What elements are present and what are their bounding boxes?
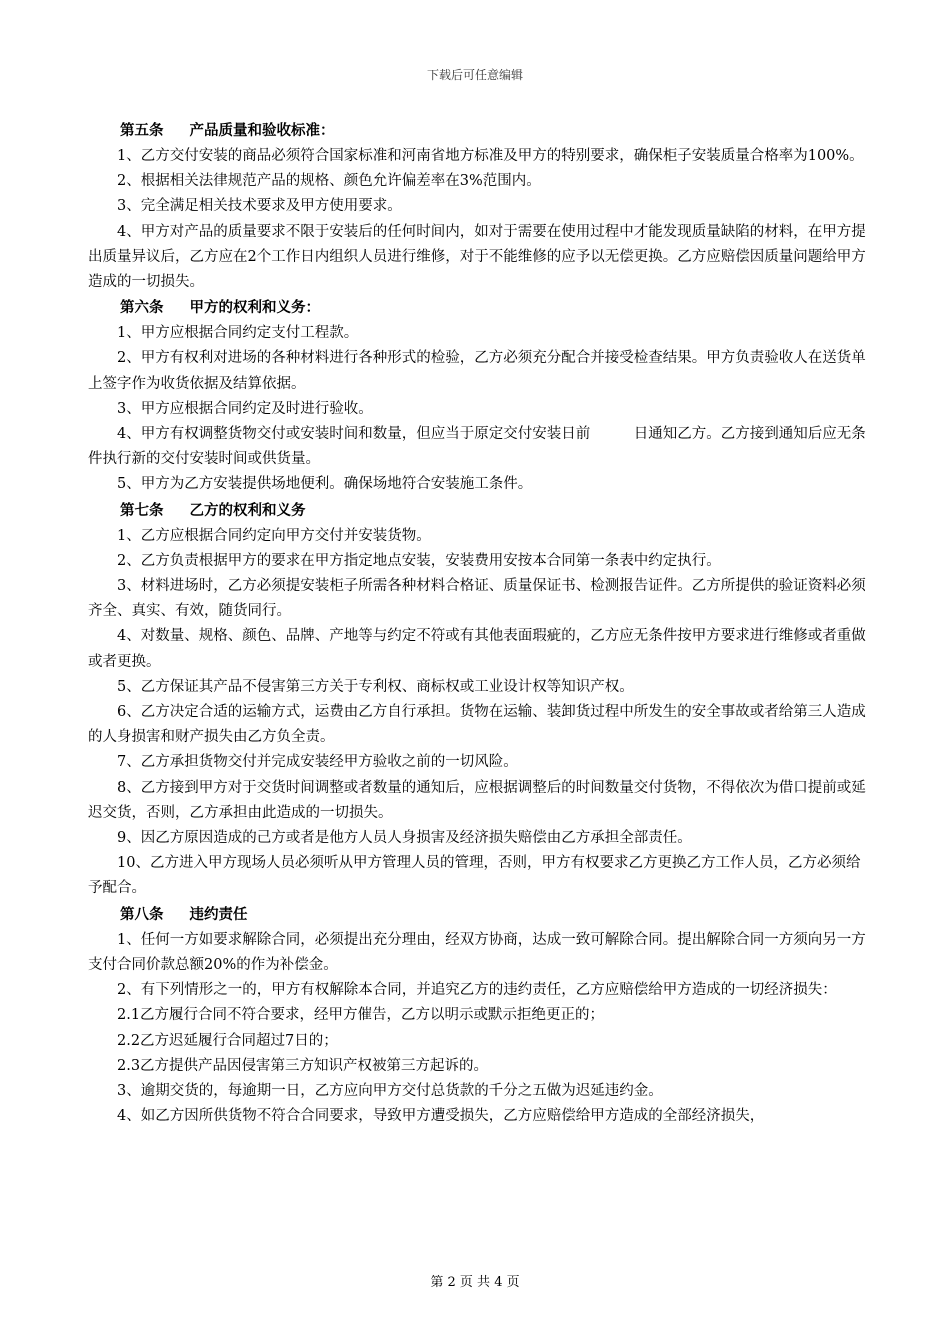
paragraph: 5、甲方为乙方安装提供场地便利。确保场地符合安装施工条件。: [117, 476, 533, 493]
paragraph: 2、有下列情形之一的，甲方有权解除本合同，并追究乙方的违约责任，乙方应赔偿给甲方造成的一切经济损失：: [117, 982, 837, 999]
paragraph: 8、乙方接到甲方对于交货时间调整或者数量的通知后，应根据调整后的时间数量交付货物，不得依次为借口提前或延迟交货，否则，乙方承担由此造成的一切损失。: [88, 779, 866, 821]
paragraph: 2.1乙方履行合同不符合要求，经甲方催告，乙方以明示或默示拒绝更正的；: [117, 1007, 605, 1024]
paragraph: 2、甲方有权利对进场的各种材料进行各种形式的检验，乙方必须充分配合并接受检查结果。甲方负责验收人在送货单上签字作为收货依据及结算依据。: [88, 350, 866, 392]
paragraph: 3、逾期交货的，每逾期一日，乙方应向甲方交付总货款的千分之五做为迟延违约金。: [117, 1082, 663, 1099]
paragraph: 2.3乙方提供产品因侵害第三方知识产权被第三方起诉的。: [117, 1057, 489, 1074]
section-number: 第五条: [120, 122, 164, 139]
section-number: 第六条: [120, 299, 164, 317]
paragraph: 6、乙方决定合适的运输方式，运费由乙方自行承担。货物在运输、装卸货过程中所发生的安全事故或者给第三人造成的人身损害和财产损失由乙方负全责。: [88, 704, 866, 746]
paragraph: 3、甲方应根据合同约定及时进行验收。: [117, 400, 373, 417]
paragraph: 1、乙方应根据合同约定向甲方交付并安装货物。: [117, 527, 431, 544]
section-number: 第八条: [120, 905, 164, 923]
section-number: 第七条: [120, 501, 164, 519]
section-title: 甲方的权利和义务：: [189, 299, 320, 317]
section-title: 乙方的权利和义务: [189, 501, 306, 519]
paragraph: 4、甲方有权调整货物交付或安装时间和数量，但应当于原定交付安装日前 日通知乙方。乙方接到通知后应无条件执行新的交付安装时间或供货量。: [88, 426, 866, 468]
section-title: 产品质量和验收标准：: [189, 122, 335, 139]
section-title: 违约责任: [189, 905, 248, 923]
paragraph: 3、材料进场时，乙方必须提安装柜子所需各种材料合格证、质量保证书、检测报告证件。乙方所提供的验证资料必须齐全、真实、有效，随货同行。: [88, 578, 866, 620]
paragraph: 2、根据相关法律规范产品的规格、颜色允许偏差率在3%范围内。: [117, 173, 541, 190]
page-footer: 第 2 页 共 4 页: [430, 1275, 520, 1290]
section-heading: [88, 498, 868, 524]
section-heading: [88, 295, 868, 321]
paragraph: 5、乙方保证其产品不侵害第三方关于专利权、商标权或工业设计权等知识产权。: [117, 678, 634, 695]
paragraph: 9、因乙方原因造成的己方或者是他方人员人身损害及经济损失赔偿由乙方承担全部责任。: [117, 830, 692, 847]
paragraph: 4、如乙方因所供货物不符合合同要求，导致甲方遭受损失，乙方应赔偿给甲方造成的全部经济损失，: [117, 1108, 765, 1125]
paragraph: 10、乙方进入甲方现场人员必须听从甲方管理人员的管理，否则，甲方有权要求乙方更换乙方工作人员，乙方必须给予配合。: [88, 855, 861, 897]
page-header: 下载后可任意编辑: [426, 68, 523, 82]
paragraph: 3、完全满足相关技术要求及甲方使用要求。: [117, 198, 402, 215]
paragraph: 1、甲方应根据合同约定支付工程款。: [117, 325, 359, 342]
paragraph: 2.2乙方迟延履行合同超过7日的；: [117, 1032, 338, 1049]
paragraph: 1、乙方交付安装的商品必须符合国家标准和河南省地方标准及甲方的特别要求，确保柜子安装质量合格率为100%。: [117, 148, 864, 164]
paragraph: 4、甲方对产品的质量要求不限于安装后的任何时间内，如对于需要在使用过程中才能发现质量缺陷的材料，在甲方提出质量异议后，乙方应在2个工作日内组织人员进行维修，对于不能维修的应予以无偿更换。乙方应赔偿因质量问题给甲方造成的一切损失。: [88, 223, 866, 291]
section-heading: [88, 118, 868, 144]
paragraph: 2、乙方负责根据甲方的要求在甲方指定地点安装，安装费用安按本合同第一条表中约定执行。: [117, 552, 721, 569]
section-heading: [88, 902, 868, 928]
paragraph: 1、任何一方如要求解除合同，必须提出充分理由，经双方协商，达成一致可解除合同。提出解除合同一方须向另一方支付合同价款总额20%的作为补偿金。: [88, 931, 866, 973]
paragraph: 7、乙方承担货物交付并完成安装经甲方验收之前的一切风险。: [117, 754, 518, 771]
paragraph: 4、对数量、规格、颜色、品牌、产地等与约定不符或有其他表面瑕疵的，乙方应无条件按甲方要求进行维修或者重做或者更换。: [88, 628, 866, 670]
document-body: [88, 118, 868, 1129]
